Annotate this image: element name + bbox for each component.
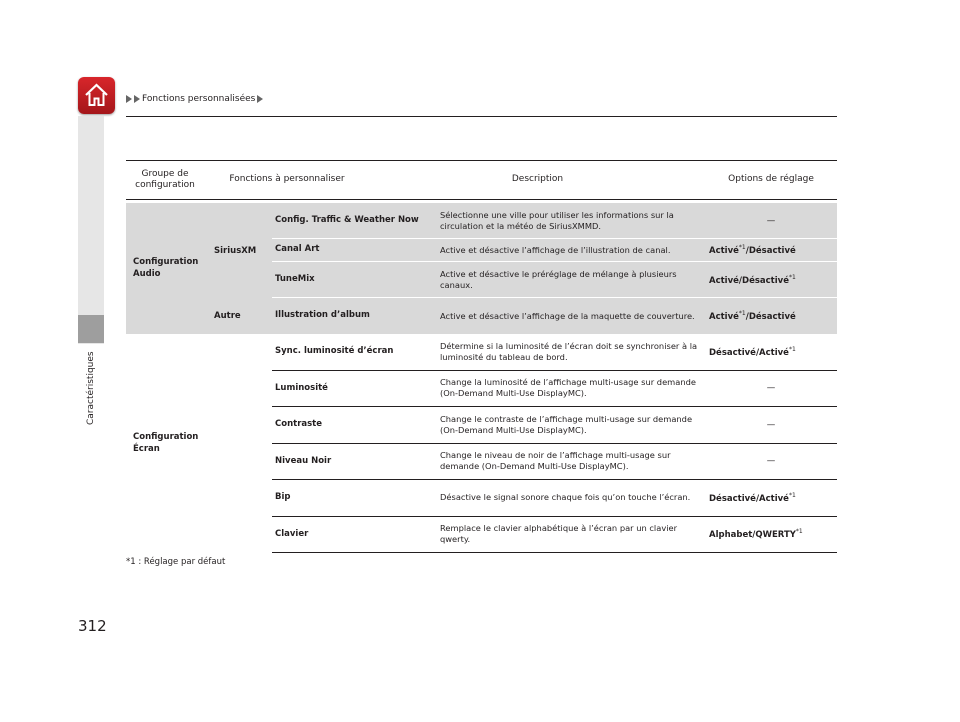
feature-description: Change le contraste de l’affichage multi-usage sur demande (On-Demand Multi-Use DisplayMC). — [440, 413, 693, 435]
header-rule — [126, 116, 837, 117]
table-row — [272, 298, 837, 334]
setting-options: — — [766, 215, 776, 226]
feature-name: Clavier — [275, 528, 309, 539]
audio-section — [126, 203, 837, 334]
column-header: Groupe de configuration — [135, 168, 195, 190]
table-row — [272, 480, 837, 517]
feature-name: Illustration d’album — [275, 310, 370, 321]
footnote: *1 : Réglage par défaut — [126, 557, 226, 567]
column-header: Options de réglage — [728, 174, 814, 185]
feature-name: Canal Art — [275, 244, 320, 255]
breadcrumb-arrow-icon — [134, 95, 140, 103]
feature-name: Niveau Noir — [275, 455, 332, 466]
home-icon — [82, 81, 111, 110]
setting-options: — — [766, 383, 776, 394]
feature-description: Désactive le signal sonore chaque fois qu’on touche l’écran. — [440, 492, 691, 503]
setting-options: Activé$^{*1}$/Désactivé — [709, 244, 796, 256]
setting-options: Désactivé/Activé$^{*1}$ — [709, 345, 796, 358]
subgroup-label: Autre — [214, 311, 241, 321]
setting-options: Activé$^{*1}$/Désactivé — [709, 310, 796, 322]
side-tab[interactable] — [78, 315, 104, 343]
subgroup-label: SiriusXM — [214, 245, 257, 256]
table-row — [272, 334, 837, 371]
feature-name: Config. Traffic & Weather Now — [275, 214, 419, 225]
feature-name: Contraste — [275, 419, 323, 430]
table-row — [272, 203, 837, 239]
table-row — [272, 262, 837, 298]
page-number: 312 — [78, 617, 107, 635]
column-header: Fonctions à personnaliser — [229, 174, 345, 185]
home-button[interactable] — [78, 77, 115, 114]
feature-description: Change la luminosité de l’affichage multi-usage sur demande (On-Demand Multi-Use DisplayMC). — [440, 377, 696, 399]
setting-options: Désactivé/Activé$^{*1}$ — [709, 491, 796, 504]
feature-description: Détermine si la luminosité de l’écran doit se synchroniser à la luminosité du tableau de bord. — [440, 340, 698, 362]
setting-options: Activé/Désactivé$^{*1}$ — [709, 273, 796, 286]
feature-name: Luminosité — [275, 382, 328, 393]
settings-table — [126, 160, 837, 553]
feature-description: Active et désactive l’affichage de l’illustration de canal. — [440, 244, 671, 255]
group-label: Configuration Audio — [133, 257, 199, 279]
feature-name: Bip — [275, 492, 291, 503]
breadcrumb — [126, 94, 263, 104]
group-label: Configuration Écran — [133, 432, 199, 454]
feature-description: Change le niveau de noir de l’affichage multi-usage sur demande (On-Demand Multi-Use DisplayMC). — [440, 450, 671, 472]
table-row — [272, 517, 837, 554]
side-section-label: Caractéristiques — [86, 351, 96, 425]
feature-description: Active et désactive le préréglage de mélange à plusieurs canaux. — [440, 268, 677, 290]
breadcrumb-arrow-icon — [257, 95, 263, 103]
feature-description: Sélectionne une ville pour utiliser les informations sur la circulation et la météo de SiriusXMMD. — [440, 209, 674, 231]
table-header — [126, 160, 837, 200]
setting-options: — — [766, 456, 776, 467]
breadcrumb-arrow-icon — [126, 95, 132, 103]
feature-name: Sync. luminosité d’écran — [275, 346, 394, 357]
feature-description: Active et désactive l’affichage de la maquette de couverture. — [440, 310, 695, 321]
table-row — [272, 239, 837, 262]
feature-name: TuneMix — [275, 273, 315, 284]
feature-description: Remplace le clavier alphabétique à l’écran par un clavier qwerty. — [440, 523, 678, 545]
table-row — [272, 407, 837, 444]
table-row — [272, 444, 837, 481]
column-header: Description — [511, 174, 564, 185]
side-bar — [78, 116, 104, 344]
setting-options: Alphabet/QWERTY$^{*1}$ — [709, 528, 803, 541]
screen-section — [126, 334, 837, 553]
setting-options: — — [766, 419, 776, 430]
breadcrumb-label[interactable]: Fonctions personnalisées — [142, 94, 256, 104]
table-row — [272, 371, 837, 408]
